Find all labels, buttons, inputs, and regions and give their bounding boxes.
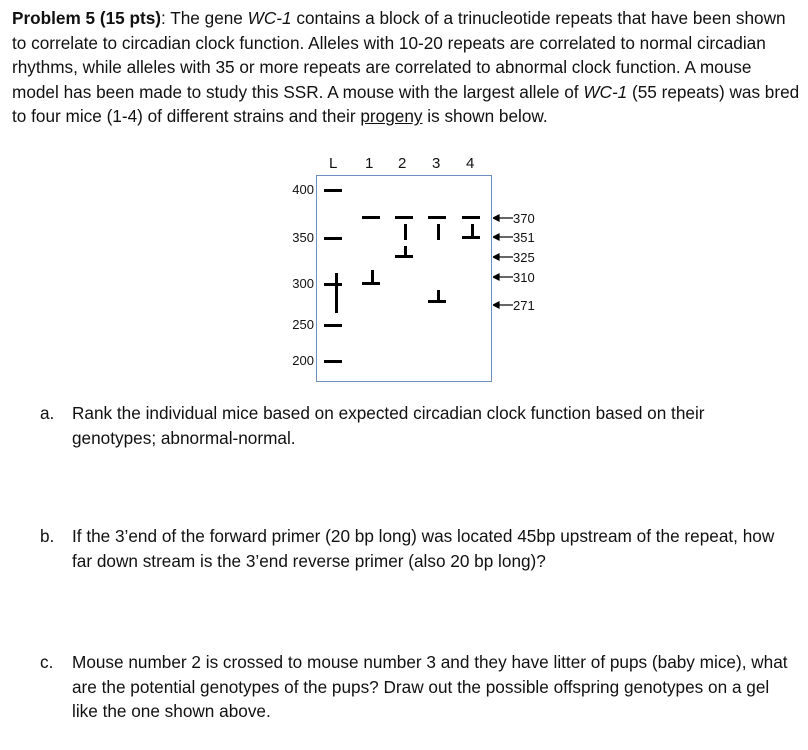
intro-part-2: contains a block of a trinucleotide repeats that have been shown to correlate to circadian clock function. Alleles with 10-20 repeats are correlated to normal circadian rhythms, while alleles with 35 or more repeats are correlated to abnormal clock function. A mouse model has been made to study this SSR. A mouse with the largest allele of: [12, 8, 786, 102]
intro-part-1: : The gene: [161, 8, 248, 28]
arrow-label-310: 310: [513, 270, 535, 285]
lane3-band-271: [428, 300, 446, 303]
lane3-streak: [437, 224, 440, 240]
lane1-streak: [371, 270, 374, 282]
lane-label-1: 1: [365, 155, 374, 172]
arrow-label-271: 271: [513, 298, 535, 313]
ladder-band-400: [324, 189, 342, 192]
progeny-word: progeny: [360, 106, 423, 127]
ladder-band-200: [324, 360, 342, 363]
ladder-band-350: [324, 237, 342, 240]
lane2-streak-2: [404, 246, 407, 256]
lane3-band-370: [428, 216, 446, 219]
problem-text: [12, 6, 802, 129]
question-c-text: Mouse number 2 is crossed to mouse number 3 and they have litter of pups (baby mice), what are the potential genotypes of the pups? Draw out the possible offspring genotypes on a gel like the one shown above.: [72, 652, 788, 722]
intro-part-3: (55 repeats) was bred to four mice (1-4) of different strains and their: [12, 81, 800, 127]
question-a-letter: a.: [40, 403, 55, 423]
ladder-band-300: [324, 283, 342, 286]
lane2-band-370: [395, 216, 413, 219]
ladder-streak: [335, 273, 338, 313]
intro-part-4: is shown below.: [422, 106, 548, 127]
lane-label-2: 2: [398, 155, 407, 172]
lane-label-L: L: [329, 155, 338, 172]
arrow-icons: [493, 210, 515, 320]
question-c-letter: c.: [40, 652, 54, 672]
question-a-text: Rank the individual mice based on expected circadian clock function based on their genotypes; abnormal-normal.: [72, 403, 705, 448]
lane1-band-370: [362, 216, 380, 219]
lane1-band-310: [362, 282, 380, 285]
gel-box: [316, 175, 492, 382]
lane4-streak: [471, 224, 474, 236]
lane-label-4: 4: [466, 155, 475, 172]
problem-title: Problem 5 (15 pts): [12, 8, 161, 28]
lane2-streak: [404, 224, 407, 240]
lane-label-3: 3: [432, 155, 441, 172]
question-b-text: If the 3’end of the forward primer (20 bp long) was located 45bp upstream of the repeat, how far down stream is the 3’end reverse primer (also 20 bp long)?: [72, 526, 775, 571]
lane4-band-370: [462, 216, 480, 219]
ladder-label-250: 250: [292, 317, 314, 332]
lane4-band-351: [462, 236, 480, 239]
ladder-label-200: 200: [292, 353, 314, 368]
arrow-label-370: 370: [513, 211, 535, 226]
ladder-label-400: 400: [292, 182, 314, 197]
arrow-label-351: 351: [513, 230, 535, 245]
gene-name: WC-1: [247, 8, 292, 28]
ladder-label-300: 300: [292, 276, 314, 291]
arrow-label-325: 325: [513, 250, 535, 265]
lane2-band-325: [395, 255, 413, 258]
question-b-letter: b.: [40, 526, 55, 546]
gene-name-2: WC-1: [583, 81, 628, 102]
lane3-streak-2: [437, 290, 440, 300]
ladder-label-350: 350: [292, 230, 314, 245]
ladder-band-250: [324, 324, 342, 327]
